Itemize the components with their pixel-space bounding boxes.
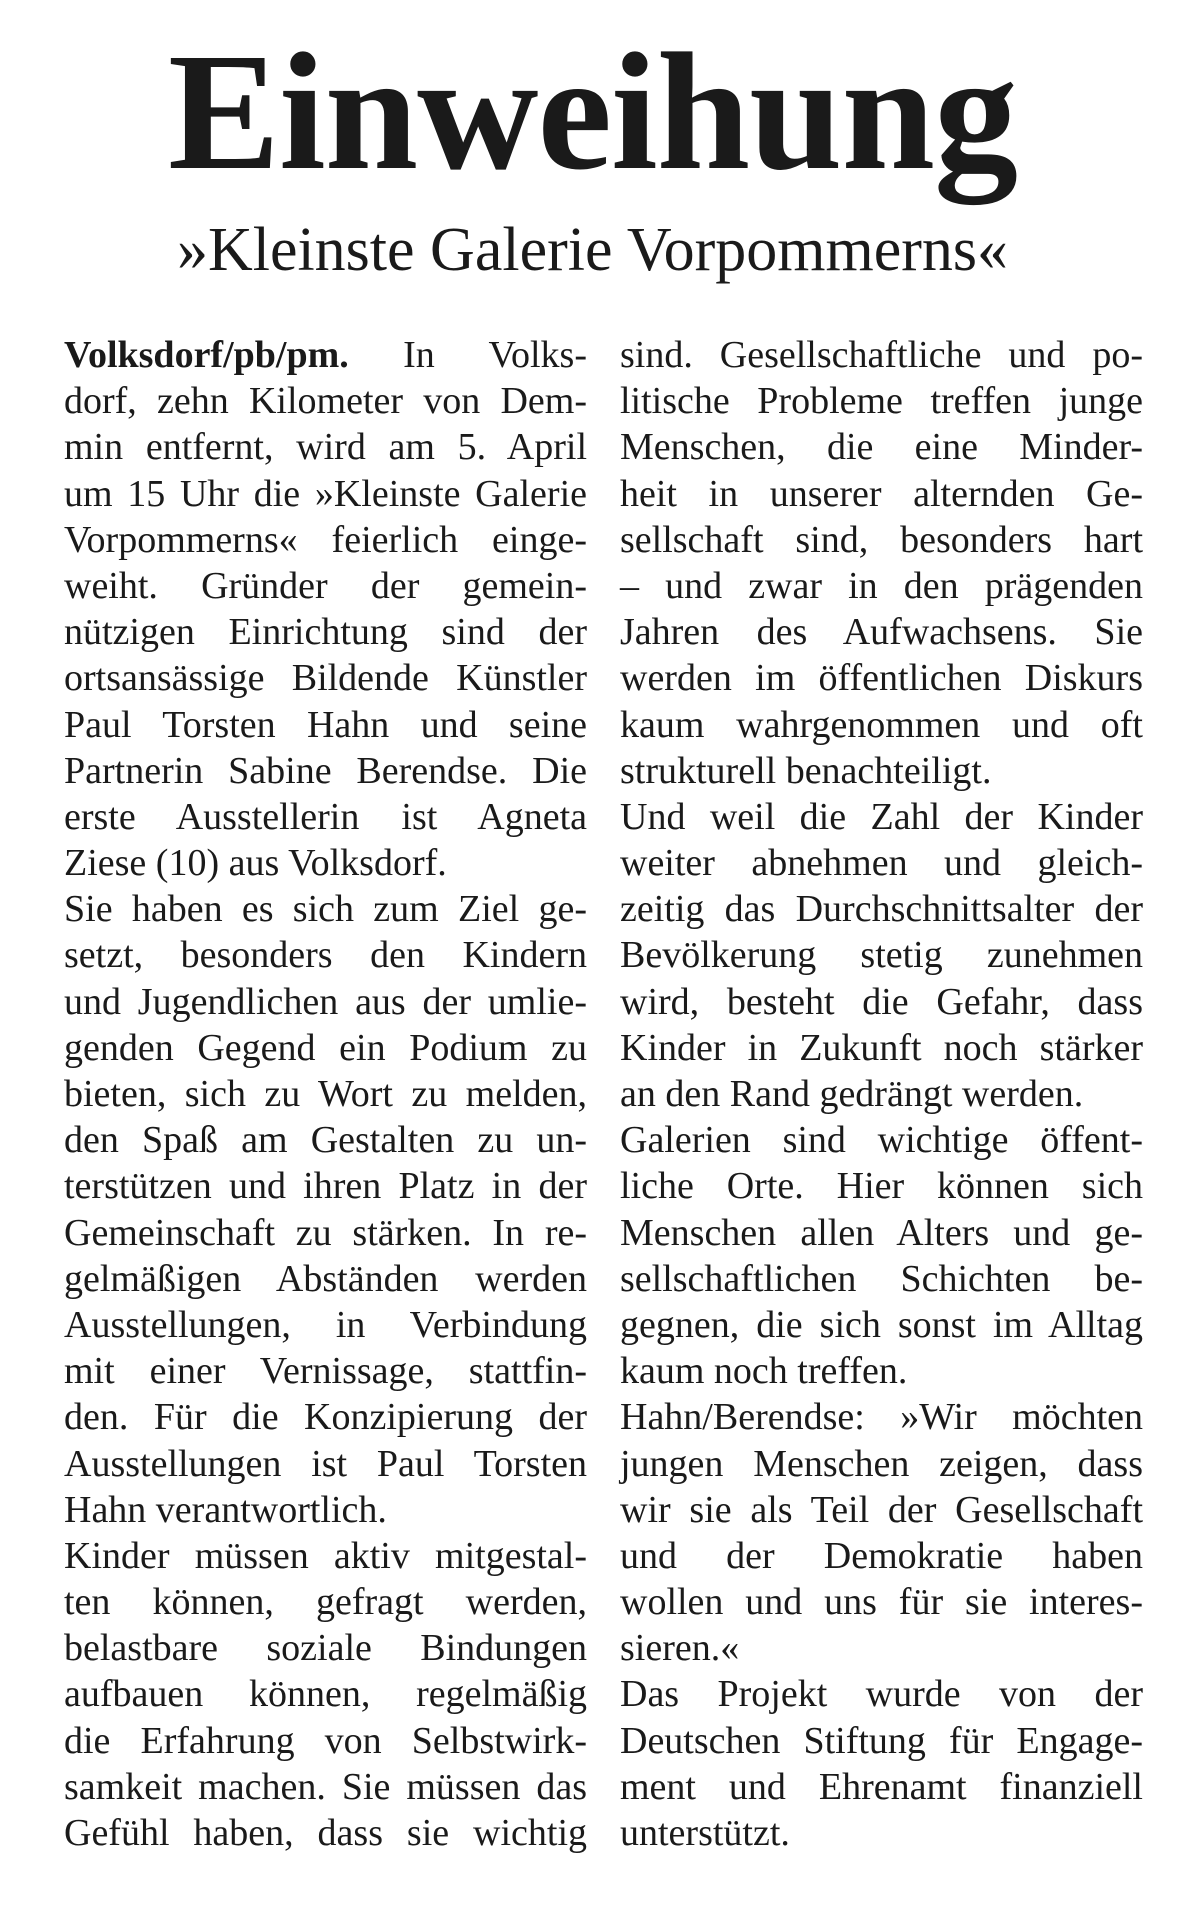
text-line-content: kaum noch treffen. bbox=[620, 1350, 908, 1393]
text-line-content: Menschen, die eine Minder- bbox=[620, 426, 1143, 469]
text-line bbox=[64, 1348, 587, 1394]
text-line-content: sellschaftlichen Schichten be- bbox=[620, 1257, 1143, 1300]
text-line bbox=[620, 702, 1143, 748]
text-line bbox=[620, 840, 1143, 886]
text-line bbox=[620, 655, 1143, 701]
text-line-content: bieten, sich zu Wort zu melden, bbox=[64, 1073, 587, 1115]
text-line bbox=[620, 1671, 1143, 1717]
text-line bbox=[64, 979, 587, 1025]
text-line bbox=[64, 1302, 587, 1348]
text-line bbox=[620, 1533, 1143, 1579]
article-dateline: Volksdorf/pb/pm. bbox=[64, 334, 349, 376]
text-line bbox=[620, 1348, 1143, 1394]
text-line bbox=[64, 794, 587, 840]
text-line bbox=[620, 563, 1143, 609]
text-line-content: belastbare soziale Bindungen bbox=[64, 1627, 587, 1670]
text-line-content: – und zwar in den prägenden bbox=[620, 564, 1143, 607]
text-line-content: Kinder müssen aktiv mitgestal- bbox=[64, 1534, 587, 1577]
text-line bbox=[620, 609, 1143, 655]
text-line-content: sieren.« bbox=[620, 1627, 740, 1670]
text-line bbox=[620, 1394, 1143, 1440]
text-line-content: Deutschen Stiftung für Engage- bbox=[620, 1719, 1143, 1762]
text-line-content: mit einer Vernissage, stattfin- bbox=[64, 1350, 587, 1393]
text-line-content: die Erfahrung von Selbstwirk- bbox=[64, 1719, 587, 1762]
text-line-content: jungen Menschen zeigen, dass bbox=[620, 1442, 1143, 1485]
text-line-content: erste Ausstellerin ist Agneta bbox=[64, 795, 587, 838]
text-line bbox=[64, 1163, 587, 1209]
text-line-content: In Volks- bbox=[348, 334, 587, 376]
text-line-content: wollen und uns für sie interes- bbox=[620, 1581, 1143, 1624]
text-line-content: Gefühl haben, dass sie wichtig bbox=[64, 1812, 587, 1854]
text-line-content: sind. Gesellschaftliche und po- bbox=[620, 334, 1143, 376]
text-line-content: samkeit machen. Sie müssen das bbox=[64, 1765, 587, 1808]
text-line-content: Ziese (10) aus Volksdorf. bbox=[64, 842, 447, 885]
text-line-content: sellschaft sind, besonders hart bbox=[620, 518, 1143, 561]
text-line bbox=[620, 1810, 1143, 1856]
text-line bbox=[64, 1256, 587, 1302]
text-line bbox=[620, 378, 1143, 424]
text-line bbox=[64, 840, 587, 886]
text-line bbox=[620, 1071, 1143, 1117]
text-line bbox=[64, 1487, 587, 1533]
text-line bbox=[620, 1256, 1143, 1302]
text-line bbox=[64, 1394, 587, 1440]
text-line bbox=[64, 1117, 587, 1163]
text-line-content: ten können, gefragt werden, bbox=[64, 1581, 587, 1624]
text-line-content: unterstützt. bbox=[620, 1812, 790, 1854]
text-line bbox=[64, 1625, 587, 1671]
text-line-content: an den Rand gedrängt werden. bbox=[620, 1073, 1084, 1115]
text-line bbox=[620, 471, 1143, 517]
text-line bbox=[64, 609, 587, 655]
text-line bbox=[64, 563, 587, 609]
text-line bbox=[620, 1718, 1143, 1764]
text-line-content: dorf, zehn Kilometer von Dem- bbox=[64, 380, 587, 423]
text-line bbox=[620, 1579, 1143, 1625]
text-line bbox=[64, 748, 587, 794]
article-headline: Einweihung bbox=[167, 19, 1018, 205]
text-line bbox=[64, 1764, 587, 1810]
text-line-content: genden Gegend ein Podium zu bbox=[64, 1026, 587, 1069]
text-line bbox=[620, 979, 1143, 1025]
text-line bbox=[64, 655, 587, 701]
text-line-content: ment und Ehrenamt finanziell bbox=[620, 1765, 1143, 1808]
text-line bbox=[64, 378, 587, 424]
text-line-content: Bevölkerung stetig zunehmen bbox=[620, 934, 1143, 977]
text-line-content: und Jugendlichen aus der umlie- bbox=[64, 980, 587, 1023]
text-line-content: strukturell benachteiligt. bbox=[620, 749, 992, 792]
text-line bbox=[620, 1625, 1143, 1671]
text-line bbox=[64, 1579, 587, 1625]
text-line bbox=[64, 1025, 587, 1071]
text-line bbox=[64, 1533, 587, 1579]
text-line bbox=[620, 1210, 1143, 1256]
text-line-content: den Spaß am Gestalten zu un- bbox=[64, 1119, 587, 1162]
text-line bbox=[64, 702, 587, 748]
text-line-content: gegnen, die sich sonst im Alltag bbox=[620, 1303, 1143, 1346]
text-line-content: aufbauen können, regelmäßig bbox=[64, 1673, 587, 1716]
text-line bbox=[620, 1302, 1143, 1348]
text-line bbox=[64, 1810, 587, 1856]
text-line-content: Ausstellungen ist Paul Torsten bbox=[64, 1442, 587, 1485]
text-line-content: um 15 Uhr die »Kleinste Galerie bbox=[64, 472, 587, 515]
article-column-left bbox=[64, 332, 587, 1856]
text-line-content: gelmäßigen Abständen werden bbox=[64, 1257, 587, 1300]
text-line bbox=[64, 932, 587, 978]
text-line-content: werden im öffentlichen Diskurs bbox=[620, 657, 1143, 700]
text-line bbox=[620, 932, 1143, 978]
text-line-content: Und weil die Zahl der Kinder bbox=[620, 795, 1143, 838]
text-line-content: nützigen Einrichtung sind der bbox=[64, 611, 587, 654]
text-line bbox=[64, 517, 587, 563]
article-subheadline: »Kleinste Galerie Vorpommerns« bbox=[176, 216, 1009, 284]
text-line-content: setzt, besonders den Kindern bbox=[64, 934, 587, 977]
text-line-content: den. Für die Konzipierung der bbox=[64, 1396, 587, 1439]
text-line bbox=[620, 1163, 1143, 1209]
text-line bbox=[620, 1764, 1143, 1810]
text-line-content: litische Probleme treffen junge bbox=[620, 380, 1143, 423]
text-line bbox=[620, 1025, 1143, 1071]
text-line bbox=[64, 886, 587, 932]
text-line-content: Vorpommerns« feierlich einge- bbox=[64, 518, 587, 561]
text-line-content: Hahn/Berendse: »Wir möchten bbox=[620, 1396, 1143, 1439]
text-line-content: Jahren des Aufwachsens. Sie bbox=[620, 611, 1143, 654]
text-line-content: liche Orte. Hier können sich bbox=[620, 1165, 1143, 1208]
text-line bbox=[64, 471, 587, 517]
text-line-content: Ausstellungen, in Verbindung bbox=[64, 1303, 587, 1346]
text-line bbox=[64, 1671, 587, 1717]
text-line-content: zeitig das Durchschnittsalter der bbox=[620, 888, 1143, 931]
text-line-content: wir sie als Teil der Gesellschaft bbox=[620, 1488, 1143, 1531]
text-line bbox=[64, 1071, 587, 1117]
text-line bbox=[620, 748, 1143, 794]
text-line bbox=[620, 332, 1143, 378]
text-line-content: kaum wahrgenommen und oft bbox=[620, 703, 1143, 746]
text-line-content: weiter abnehmen und gleich- bbox=[620, 842, 1143, 885]
text-line-content: weiht. Gründer der gemein- bbox=[64, 564, 587, 607]
text-line bbox=[64, 424, 587, 470]
text-line-content: Das Projekt wurde von der bbox=[620, 1673, 1143, 1716]
text-line-content: Kinder in Zukunft noch stärker bbox=[620, 1026, 1143, 1069]
text-line bbox=[64, 332, 587, 378]
text-line bbox=[620, 1487, 1143, 1533]
text-line-content: Gemeinschaft zu stärken. In re- bbox=[64, 1211, 587, 1254]
text-line-content: ortsansässige Bildende Künstler bbox=[64, 657, 587, 700]
text-line bbox=[620, 794, 1143, 840]
text-line bbox=[620, 886, 1143, 932]
text-line bbox=[64, 1210, 587, 1256]
text-line-content: Sie haben es sich zum Ziel ge- bbox=[64, 888, 587, 931]
text-line-content: Menschen allen Alters und ge- bbox=[620, 1211, 1143, 1254]
text-line bbox=[64, 1441, 587, 1487]
text-line bbox=[620, 1117, 1143, 1163]
text-line bbox=[64, 1718, 587, 1764]
text-line bbox=[620, 424, 1143, 470]
text-line bbox=[620, 1441, 1143, 1487]
text-line-content: Galerien sind wichtige öffent- bbox=[620, 1119, 1143, 1162]
text-line-content: Hahn verantwortlich. bbox=[64, 1488, 387, 1531]
text-line-content: heit in unserer alternden Ge- bbox=[620, 472, 1143, 515]
article-column-right bbox=[620, 332, 1143, 1856]
text-line-content: min entfernt, wird am 5. April bbox=[64, 426, 587, 469]
text-line-content: wird, besteht die Gefahr, dass bbox=[620, 980, 1143, 1023]
text-line-content: terstützen und ihren Platz in der bbox=[64, 1165, 587, 1208]
text-line-content: und der Demokratie haben bbox=[620, 1534, 1143, 1577]
text-line-content: Partnerin Sabine Berendse. Die bbox=[64, 749, 587, 792]
text-line bbox=[620, 517, 1143, 563]
text-line-content: Paul Torsten Hahn und seine bbox=[64, 703, 587, 746]
